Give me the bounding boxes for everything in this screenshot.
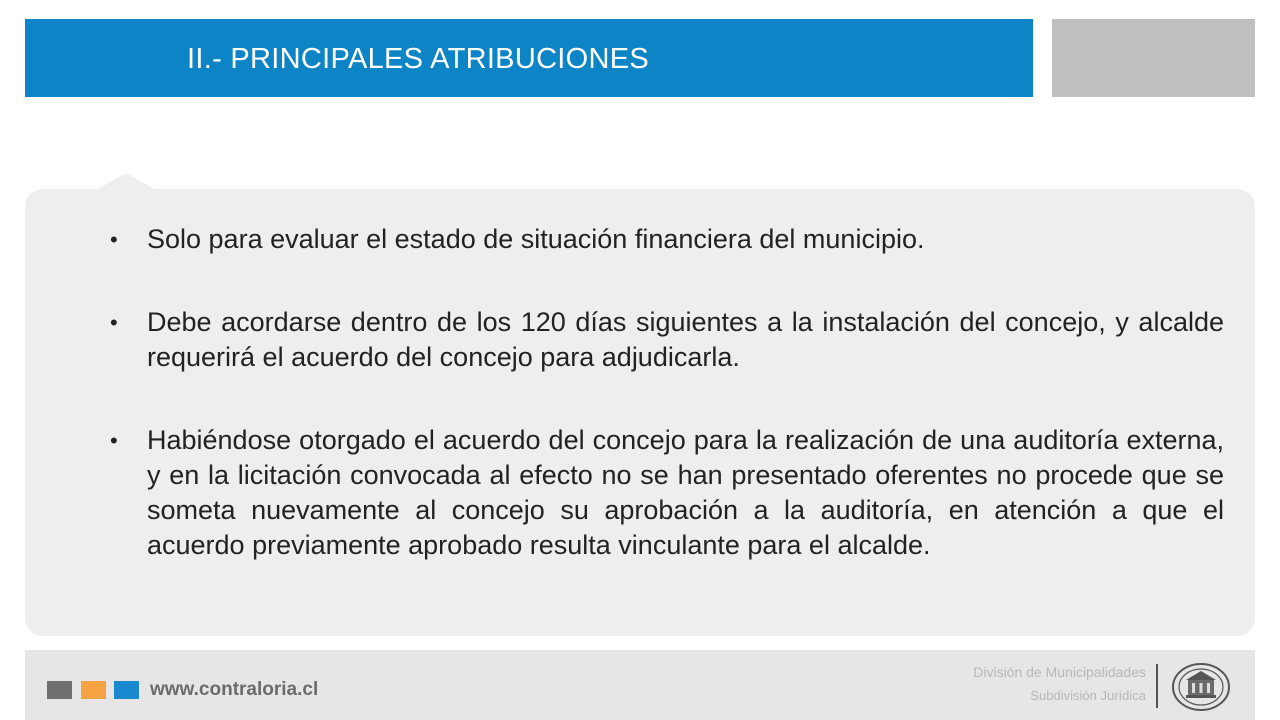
bullet-item [104,423,1224,563]
footer-square-gray [47,681,72,699]
footer-separator [1156,664,1158,708]
footer-square-orange [81,681,106,699]
bullet-text: Debe acordarse dentro de los 120 días siguientes a la instalación del concejo, y alcalde requerirá el acuerdo del concejo para adjudicarla. [147,307,1224,372]
title-bar [25,19,1033,97]
footer-site-link[interactable]: www.contraloria.cl [150,679,319,700]
slide-title: II.- PRINCIPALES ATRIBUCIONES [187,43,650,75]
bullet-dot: • [110,310,118,335]
header-accent-box [1052,19,1255,97]
bullet-dot: • [110,227,118,252]
bullet-text: Habiéndose otorgado el acuerdo del concejo para la realización de una auditoría externa, y en la licitación convocada al efecto no se han presentado oferentes no procede que se someta nuevamente al concejo su aprobación a la auditoría, en atención a que el acuerdo previamente aprobado resulta vinculante para el alcalde. [147,425,1224,560]
contraloria-seal-icon [1170,662,1232,712]
bullet-item [104,222,1224,257]
bullet-item [104,305,1224,375]
bullet-text: Solo para evaluar el estado de situación financiera del municipio. [147,224,925,254]
footer-division: División de Municipalidades [973,664,1146,680]
footer-square-blue [114,681,139,699]
bullet-list [104,222,1224,563]
bullet-dot: • [110,428,118,453]
panel-notch [96,173,156,190]
footer-subdivision: Subdivisión Jurídica [1030,688,1146,703]
